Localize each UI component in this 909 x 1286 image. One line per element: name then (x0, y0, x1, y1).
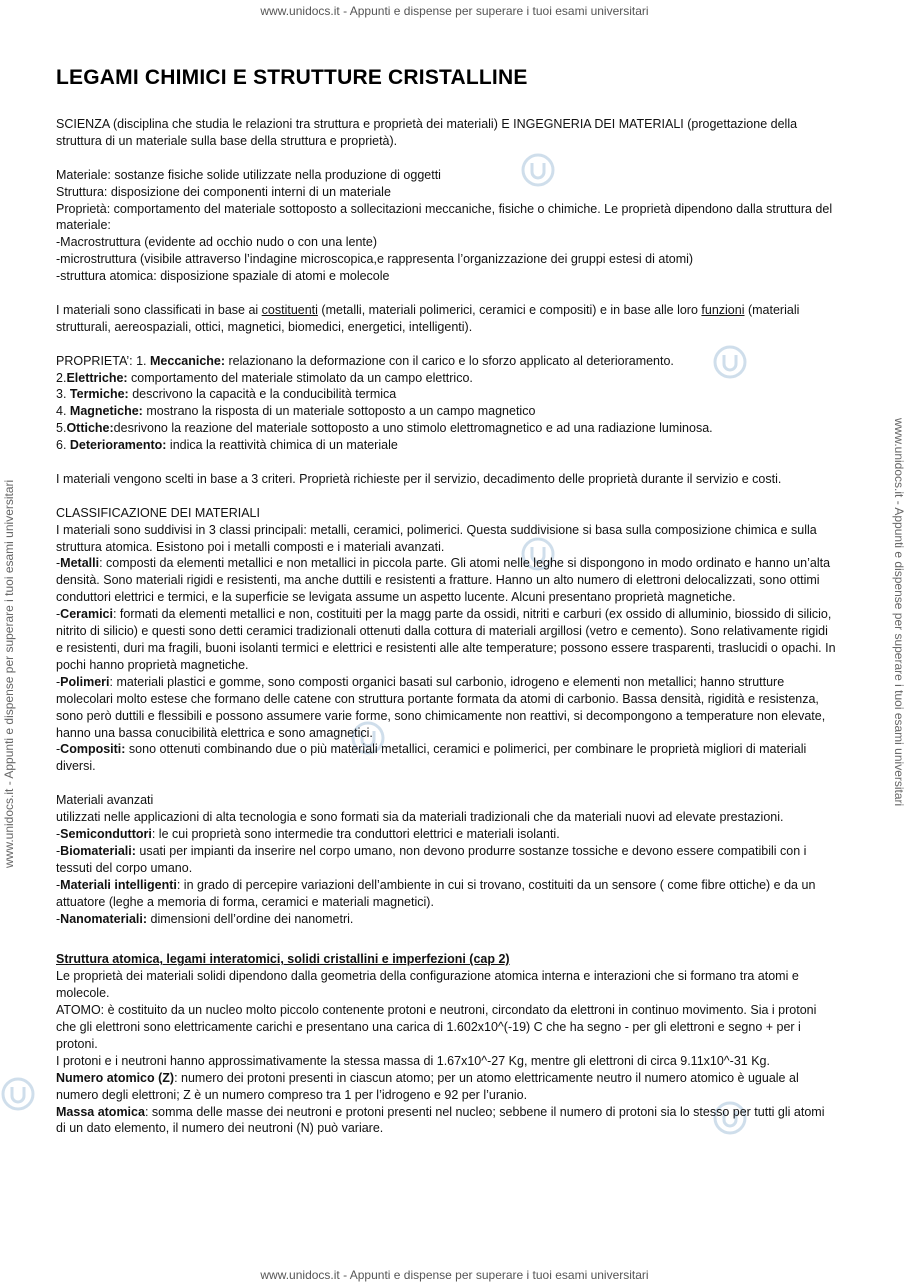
def-materiale: Materiale: sostanze fisiche solide utilizzate nella produzione di oggetti (56, 167, 441, 182)
advanced-material-item: -Biomateriali: usati per impianti da inserire nel corpo umano, non devono produrre sostanze tossiche e devono essere compatibili con i tessuti del corpo umano. (56, 843, 807, 875)
section-heading: Struttura atomica, legami interatomici, solidi cristallini e imperfezioni (cap 2) (56, 952, 510, 967)
document-title: LEGAMI CHIMICI E STRUTTURE CRISTALLINE (56, 66, 528, 89)
def-microstruttura: -microstruttura (visibile attraverso l’indagine microscopica,e rappresenta l’organizzazione dei gruppi estesi di atomi) (56, 252, 694, 267)
properties-list (56, 353, 836, 454)
advanced-material-item: -Semiconduttori: le cui proprietà sono intermedie tra conduttori elettrici e materiali isolanti. (56, 826, 560, 841)
definitions-block (56, 167, 836, 285)
material-class-item: -Polimeri: materiali plastici e gomme, sono composti organici basati sul carbonio, idrogeno e elementi non metallici; hanno strutture molecolari molto estese che formano delle catene con struttura portante formata da atomi di carbonio. Bassa densità, rigidità e resistenza, sono però duttili e flessibili e possono assumere varie forme, sono chimicamente non reattivi, si decompongono a temperature non elevate, hanno una bassa conucibilità elettrica e sono amagnetici. (56, 674, 826, 740)
term-funzioni: funzioni (701, 302, 745, 317)
def-proprieta: Proprietà: comportamento del materiale sottoposto a sollecitazioni meccaniche, fisiche o chimiche. Le proprietà dipendono dalla struttura del materiale: (56, 201, 833, 233)
avanzati-section (56, 792, 836, 927)
criteria-paragraph: I materiali vengono scelti in base a 3 criteri. Proprietà richieste per il servizio, decadimento delle proprietà durante il servizio e costi. (56, 471, 782, 486)
classificazione-section (56, 505, 836, 776)
property-item: PROPRIETA’: 1. Meccaniche: relazionano la deformazione con il carico e lo sforzo applicato al deterioramento. (56, 353, 674, 368)
def-struttura: Struttura: disposizione dei componenti interni di un materiale (56, 184, 391, 199)
classificazione-intro: I materiali sono suddivisi in 3 classi principali: metalli, ceramici, polimerici. Questa suddivisione si basa sulla composizione chimica e sulla struttura atomica. Esistono poi i metalli composti e i materiali avanzati. (56, 522, 817, 554)
struttura-atomica-section (56, 951, 836, 1137)
intro-paragraph: SCIENZA (disciplina che studia le relazioni tra struttura e proprietà dei materiali) E INGEGNERIA DEI MATERIALI (progettazione della struttura di un materiale sulla base della struttura e proprietà). (56, 117, 798, 148)
avanzati-intro: utilizzati nelle applicazioni di alta tecnologia e sono formati sia da materiali tradizionali che da materiali nuovi ad elevate prestazioni. (56, 810, 784, 825)
watermark-left: www.unidocs.it - Appunti e dispense per superare i tuoi esami universitari (2, 479, 16, 868)
term-costituenti: costituenti (261, 302, 318, 317)
property-item: 5.Ottiche:desrivono la reazione del materiale sottoposto a uno stimolo elettromagnetico e ad una radiazione luminosa. (56, 421, 713, 436)
property-item: 3. Termiche: descrivono la capacità e la conducibilità termica (56, 387, 397, 402)
material-class-item: -Ceramici: formati da elementi metallici e non, costituiti per la magg parte da ossidi, nitriti e carburi (ex ossido di alluminio, biossido di silicio, nitrito di silicio) e questi sono detti ceramici tradizionali ottenuti dalla cottura di materiali argillosi (vetro e cemento). Sono relativamente rigidi e resistenti, duri ma fragili, buoni isolanti termici e elettrici e resistenti alle alte temperature; possono essere trasparenti, traslucidi o opachi. In pochi hanno proprietà magnetiche. (56, 607, 836, 672)
material-class-item: -Metalli: composti da elementi metallici e non metallici in piccola parte. Gli atomi nelle leghe si dispongono in modo ordinato e hanno un’alta densità. Sono materiali rigidi e resistenti, ma anche duttili e resistenti a fratture. Hanno un alto numero di elettroni delocalizzati, sono ottimi conduttori elettrici e termici, e la superficie se levigata assume un aspetto lucente. Alcuni presentano proprietà magnetiche. (56, 556, 831, 605)
advanced-material-item: -Nanomateriali: dimensioni dell’ordine dei nanometri. (56, 911, 354, 926)
classificazione-heading: CLASSIFICAZIONE DEI MATERIALI (56, 505, 260, 520)
property-item: 2.Elettriche: comportamento del materiale stimolato da un campo elettrico. (56, 370, 473, 385)
watermark-footer: www.unidocs.it - Appunti e dispense per superare i tuoi esami universitari (260, 1268, 649, 1282)
massa-atomica-def: Massa atomica: somma delle masse dei neutroni e protoni presenti nel nucleo; sebbene il numero di protoni sia lo stesso per tutti gli atomi di un dato elemento, il numero dei neutroni (N) può variare. (56, 1104, 825, 1136)
material-class-item: -Compositi: sono ottenuti combinando due o più materiali metallici, ceramici e polimerici, per combinare le proprietà migliori di materiali diversi. (56, 742, 807, 774)
def-struttura-atomica: -struttura atomica: disposizione spaziale di atomi e molecole (56, 269, 390, 284)
paragraph: Le proprietà dei materiali solidi dipendono dalla geometria della configurazione atomica interna e interazioni che si formano tra atomi e molecole. (56, 969, 799, 1001)
advanced-material-item: -Materiali intelligenti: in grado di percepire variazioni dell’ambiente in cui si trovano, costituiti da un sensore ( come fibre ottiche) e da un attuatore (leghe a memoria di forma, ceramici e materiali magnetici). (56, 877, 816, 909)
unidocs-logo-icon (0, 1076, 36, 1112)
avanzati-heading: Materiali avanzati (56, 793, 154, 808)
paragraph: ATOMO: è costituito da un nucleo molto piccolo contenente protoni e neutroni, circondato da elettroni in continuo movimento. Sia i protoni che gli elettroni sono elettricamente carichi e presentano una carica di 1.602x10^(-19) C che ha segno - per gli elettroni e segno + per i protoni. (56, 1003, 817, 1051)
paragraph: I protoni e i neutroni hanno approssimativamente la stessa massa di 1.67x10^-27 Kg, mentre gli elettroni di circa 9.11x10^-31 Kg. (56, 1053, 770, 1068)
def-macrostruttura: -Macrostruttura (evidente ad occhio nudo o con una lente) (56, 235, 378, 250)
property-item: 4. Magnetiche: mostrano la risposta di un materiale sottoposto a un campo magnetico (56, 404, 536, 419)
property-item: 6. Deterioramento: indica la reattività chimica di un materiale (56, 438, 398, 453)
watermark-right: www.unidocs.it - Appunti e dispense per superare i tuoi esami universitari (892, 418, 906, 807)
watermark-header: www.unidocs.it - Appunti e dispense per superare i tuoi esami universitari (260, 4, 649, 18)
classification-paragraph: I materiali sono classificati in base ai costituenti (metalli, materiali polimerici, ceramici e compositi) e in base alle loro funzioni (materiali strutturali, aereospaziali, ottici, magnetici, biomedici, energetici, intelligenti). (56, 302, 800, 334)
numero-atomico-def: Numero atomico (Z): numero dei protoni presenti in ciascun atomo; per un atomo elettricamente neutro il numero atomico è uguale al numero degli elettroni; Z è un numero compreso tra 1 per l’idrogeno e 92 per l’uranio. (56, 1070, 799, 1102)
document-page (56, 66, 836, 1154)
